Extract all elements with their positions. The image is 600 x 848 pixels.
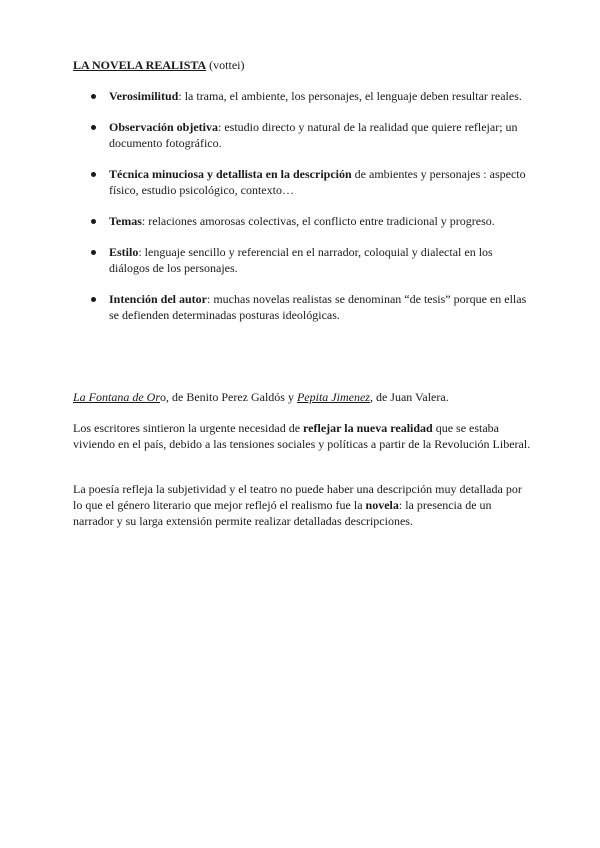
bullet-icon xyxy=(91,172,96,177)
item-text: : lenguaje sencillo y referencial en el narrador, coloquial y dialectal en los diálogos de los personajes. xyxy=(109,245,493,275)
work-1-author: o, de Benito Perez Galdós y xyxy=(160,390,297,404)
bullet-icon xyxy=(91,125,96,130)
paragraph-text: : la presencia de un narrador y su larga extensión permite realizar detalladas descripciones. xyxy=(73,498,492,528)
paragraph-emphasis: novela xyxy=(365,498,399,512)
list-item xyxy=(0,291,529,323)
characteristics-list xyxy=(0,88,600,338)
works-line xyxy=(73,389,533,405)
bullet-icon xyxy=(91,219,96,224)
paragraph-genre xyxy=(73,481,533,529)
item-text: : estudio directo y natural de la realidad que quiere reflejar; un documento fotográfico. xyxy=(109,120,518,150)
item-text: : relaciones amorosas colectivas, el conflicto entre tradicional y progreso. xyxy=(141,214,495,228)
paragraph-text: Los escritores sintieron la urgente necesidad de xyxy=(73,421,304,435)
item-term: Verosimilitud xyxy=(109,89,179,103)
bullet-icon xyxy=(91,297,96,302)
list-item xyxy=(0,213,529,229)
work-title-2: Pepita Jimenez xyxy=(296,390,370,404)
title-suffix: (vottei) xyxy=(206,58,245,72)
list-item xyxy=(0,119,529,151)
work-2-author: , de Juan Valera. xyxy=(369,390,449,404)
item-term: Temas xyxy=(109,214,142,228)
item-term: Técnica minuciosa y detallista en la descripción xyxy=(109,167,352,181)
list-item xyxy=(0,88,529,104)
paragraph-text: La poesía refleja la subjetividad y el teatro no puede haber una descripción muy detallada por lo que el género literario que mejor reflejó el realismo fue la xyxy=(73,482,522,512)
bullet-icon xyxy=(91,250,96,255)
bullet-icon xyxy=(91,94,96,99)
item-term: Observación objetiva xyxy=(109,120,218,134)
page-title xyxy=(73,57,244,73)
work-title-1: La Fontana de Or xyxy=(73,390,160,404)
item-text: : muchas novelas realistas se denominan “de tesis” porque en ellas se defienden determinadas posturas ideológicas. xyxy=(109,292,527,322)
paragraph-text: que se estaba viviendo en el país, debido a las tensiones sociales y políticas a partir de la Revolución Liberal. xyxy=(73,421,531,451)
list-item xyxy=(0,166,529,198)
paragraph-emphasis: reflejar la nueva realidad xyxy=(303,421,433,435)
item-term: Intención del autor xyxy=(109,292,208,306)
item-text: de ambientes y personajes : aspecto físico, estudio psicológico, contexto… xyxy=(109,167,526,197)
list-item xyxy=(0,244,529,276)
item-term: Estilo xyxy=(109,245,139,259)
paragraph-context xyxy=(73,420,533,452)
title-main: LA NOVELA REALISTA xyxy=(73,58,207,72)
item-text: : la trama, el ambiente, los personajes, el lenguaje deben resultar reales. xyxy=(178,89,522,103)
